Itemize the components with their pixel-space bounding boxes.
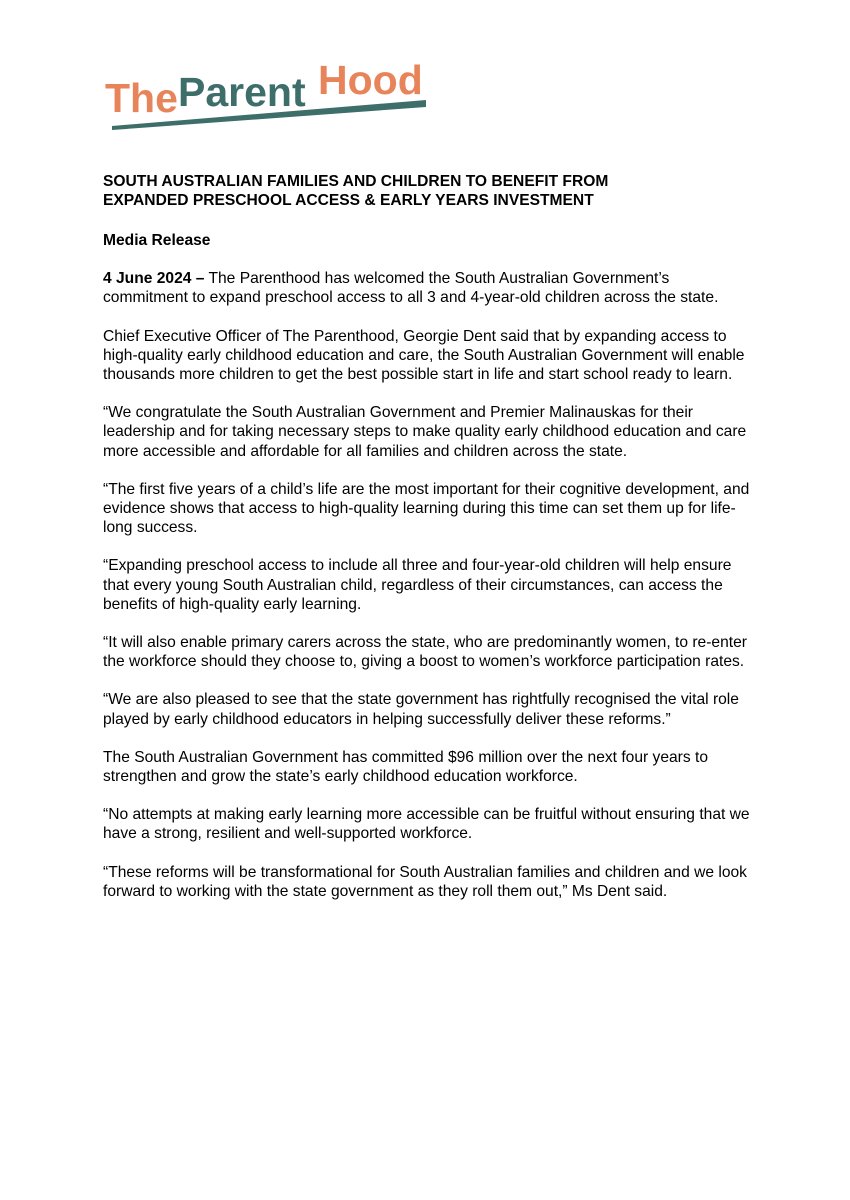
paragraph-workforce: “No attempts at making early learning more accessible can be fruitful without ensuring that we have a strong, resilient and well-supported workforce.	[103, 806, 750, 843]
media-release-body	[103, 172, 751, 901]
logo-text-parent: Parent	[178, 69, 306, 115]
logo-text-hood: Hood	[318, 57, 423, 103]
logo-text-the: The	[105, 75, 178, 121]
paragraph-funding: The South Australian Government has committed $96 million over the next four years to strengthen and grow the state’s early childhood education workforce.	[103, 748, 708, 786]
paragraph-first-five-years: “The first five years of a child’s life are the most important for their cognitive development, and evidence shows that access to high-quality learning during this time can set them up for life-long success.	[103, 480, 750, 537]
logo-graphic	[104, 50, 434, 135]
paragraph-ceo-statement: Chief Executive Officer of The Parenthood, Georgie Dent said that by expanding access to high-quality early childhood education and care, the South Australian Government will enable thousands more children to get the best possible start in life and start school ready to learn.	[103, 327, 745, 384]
paragraph-expanding-access: “Expanding preschool access to include all three and four-year-old children will help ensure that every young South Australian child, regardless of their circumstances, can access the benefits of high-quality early learning.	[103, 557, 732, 613]
the-parenthood-logo	[104, 50, 434, 135]
paragraph-primary-carers: “It will also enable primary carers across the state, who are predominantly women, to re-enter the workforce should they choose to, giving a boost to women’s workforce participation rates.	[103, 634, 747, 671]
paragraph-closing-quote: “These reforms will be transformational for South Australian families and children and we look forward to working with the state government as they roll them out,” Ms Dent said.	[103, 863, 747, 900]
paragraph-educators-role: “We are also pleased to see that the state government has rightfully recognised the vital role played by early childhood educators in helping successfully deliver these reforms.”	[103, 691, 739, 728]
paragraph-congratulate: “We congratulate the South Australian Government and Premier Malinauskas for their leadership and for taking necessary steps to make quality early childhood education and care more accessible and affordable for all families and children across the state.	[103, 404, 747, 460]
intro-paragraph	[103, 269, 751, 307]
headline-line-2: EXPANDED PRESCHOOL ACCESS & EARLY YEARS INVESTMENT	[103, 192, 594, 209]
subheading-media-release: Media Release	[103, 232, 211, 249]
intro-text: The Parenthood has welcomed the South Australian Government’s commitment to expand preschool access to all 3 and 4-year-old children across the state.	[103, 270, 719, 307]
headline-line-1: SOUTH AUSTRALIAN FAMILIES AND CHILDREN TO BENEFIT FROM	[103, 173, 609, 190]
headline	[103, 172, 751, 210]
release-date: 4 June 2024 –	[103, 270, 205, 288]
